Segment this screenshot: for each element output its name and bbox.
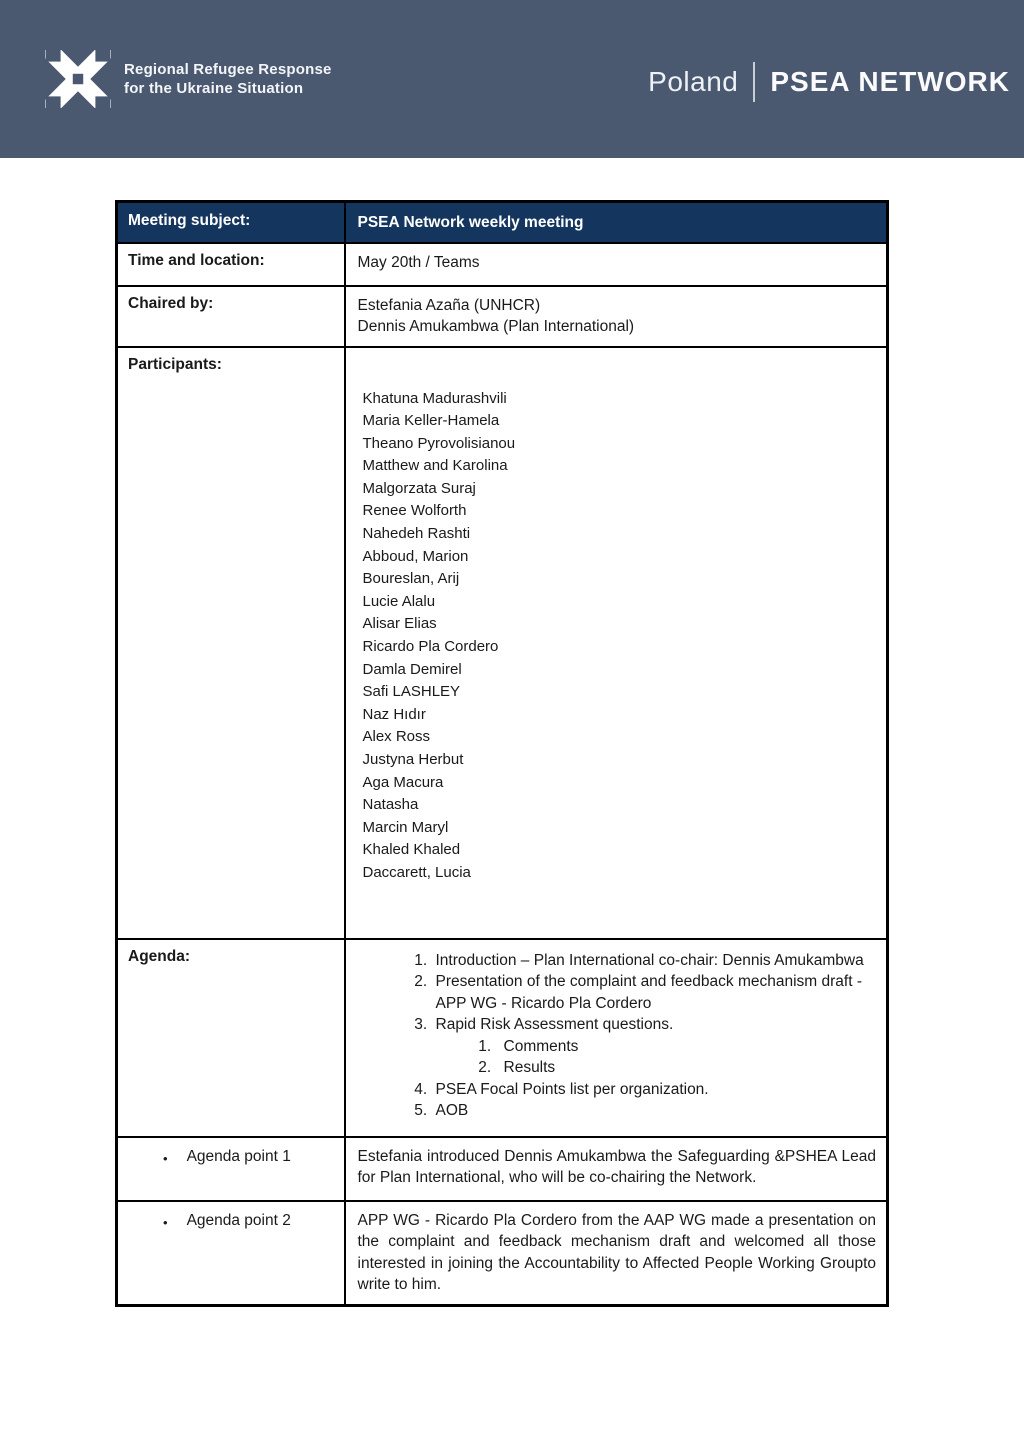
participant: Aga Macura bbox=[362, 773, 444, 791]
agenda-point-1-label: Agenda point 1 bbox=[186, 1147, 291, 1165]
agenda-label: Agenda: bbox=[117, 939, 345, 1137]
agenda-point-1-label-cell bbox=[117, 1137, 345, 1201]
logo-text-line1: Regional Refugee Response bbox=[124, 61, 332, 78]
regional-refugee-response-logo-icon bbox=[45, 50, 111, 108]
bullet-icon: • bbox=[163, 1150, 168, 1166]
agenda-item-text: Presentation of the complaint and feedback mechanism draft - APP WG - Ricardo Pla Cordero bbox=[435, 973, 862, 1012]
agenda-point-2-text: APP WG - Ricardo Pla Cordero from the AAP WG made a presentation on the complaint and feedback mechanism draft and welcomed all those interested in joining the Accountability to Affected People Working Groupto write to him. bbox=[345, 1201, 888, 1306]
chaired-by-value bbox=[345, 286, 888, 347]
agenda-list bbox=[358, 950, 875, 1122]
table-row-meeting-subject bbox=[117, 202, 888, 243]
time-location-value: May 20th / Teams bbox=[345, 243, 888, 286]
brand-country: Poland bbox=[648, 66, 739, 97]
meeting-minutes-table bbox=[115, 200, 889, 1307]
participant: Alisar Elias bbox=[362, 615, 437, 633]
time-location-label: Time and location: bbox=[117, 243, 345, 286]
logo-text bbox=[124, 60, 332, 98]
participant: Maria Keller-Hamela bbox=[362, 412, 500, 430]
agenda-item bbox=[432, 950, 875, 972]
participant: Alex Ross bbox=[362, 728, 431, 746]
participant: Ricardo Pla Cordero bbox=[362, 638, 499, 656]
participant: Lucie Alalu bbox=[362, 592, 436, 610]
agenda-sub-item-text: Comments bbox=[503, 1037, 579, 1055]
brand-network-title: PSEA NETWORK bbox=[770, 66, 1010, 97]
agenda-list-cell bbox=[345, 939, 888, 1137]
agenda-sub-item-text: Results bbox=[503, 1059, 556, 1076]
table-row-time-location bbox=[117, 243, 888, 286]
table-row-agenda bbox=[117, 939, 888, 1137]
agenda-item-text: Introduction – Plan International co-chair: Dennis Amukambwa bbox=[435, 951, 864, 969]
participant: Damla Demirel bbox=[362, 660, 462, 678]
participant: Khatuna Madurashvili bbox=[362, 389, 507, 407]
participant: Khaled Khaled bbox=[362, 841, 461, 859]
participant: Renee Wolforth bbox=[362, 502, 467, 520]
participant: Natasha bbox=[362, 796, 419, 814]
agenda-item-text: AOB bbox=[435, 1102, 469, 1119]
chair-name: Estefania Azaña (UNHCR) bbox=[357, 296, 541, 314]
participant: Malgorzata Suraj bbox=[362, 479, 476, 497]
participant: Daccarett, Lucia bbox=[362, 863, 471, 881]
participants-list bbox=[345, 347, 888, 939]
logo-text-line2: for the Ukraine Situation bbox=[124, 80, 304, 97]
agenda-item bbox=[432, 1079, 875, 1101]
agenda-sub-item bbox=[496, 1057, 875, 1079]
participant: Theano Pyrovolisianou bbox=[362, 434, 516, 452]
meeting-subject-label: Meeting subject: bbox=[117, 202, 345, 243]
agenda-item bbox=[432, 971, 875, 1014]
agenda-point-2-label: Agenda point 2 bbox=[186, 1211, 291, 1229]
table-row-chaired-by bbox=[117, 286, 888, 347]
participant: Nahedeh Rashti bbox=[362, 525, 471, 543]
participant: Abboud, Marion bbox=[362, 547, 469, 565]
table-row-participants bbox=[117, 347, 888, 939]
participant: Naz Hıdır bbox=[362, 705, 426, 723]
agenda-item bbox=[432, 1014, 875, 1079]
participant: Safi LASHLEY bbox=[362, 683, 461, 701]
table-row-agenda-point-2 bbox=[117, 1201, 888, 1306]
agenda-item-text: Rapid Risk Assessment questions. bbox=[435, 1016, 674, 1033]
chair-name: Dennis Amukambwa (Plan International) bbox=[357, 318, 635, 335]
agenda-sub-item bbox=[496, 1036, 875, 1058]
agenda-item-text: PSEA Focal Points list per organization. bbox=[435, 1080, 709, 1098]
table-row-agenda-point-1 bbox=[117, 1137, 888, 1201]
brand-lockup bbox=[648, 56, 1010, 102]
logo-block bbox=[45, 50, 332, 108]
agenda-point-1-text: Estefania introduced Dennis Amukambwa the Safeguarding &PSHEA Lead for Plan International, who will be co-chairing the Network. bbox=[345, 1137, 888, 1201]
chaired-by-label: Chaired by: bbox=[117, 286, 345, 347]
agenda-sub-list bbox=[436, 1036, 875, 1079]
participant: Marcin Maryl bbox=[362, 818, 449, 836]
bullet-icon: • bbox=[163, 1214, 168, 1230]
agenda-point-2-label-cell bbox=[117, 1201, 345, 1306]
top-banner bbox=[0, 0, 1024, 158]
brand-divider bbox=[753, 62, 755, 102]
participant: Justyna Herbut bbox=[362, 751, 464, 768]
participant: Matthew and Karolina bbox=[362, 457, 508, 475]
meeting-subject-value: PSEA Network weekly meeting bbox=[345, 202, 888, 243]
participant: Boureslan, Arij bbox=[362, 570, 460, 588]
agenda-item bbox=[432, 1100, 875, 1122]
participants-label: Participants: bbox=[117, 347, 345, 939]
